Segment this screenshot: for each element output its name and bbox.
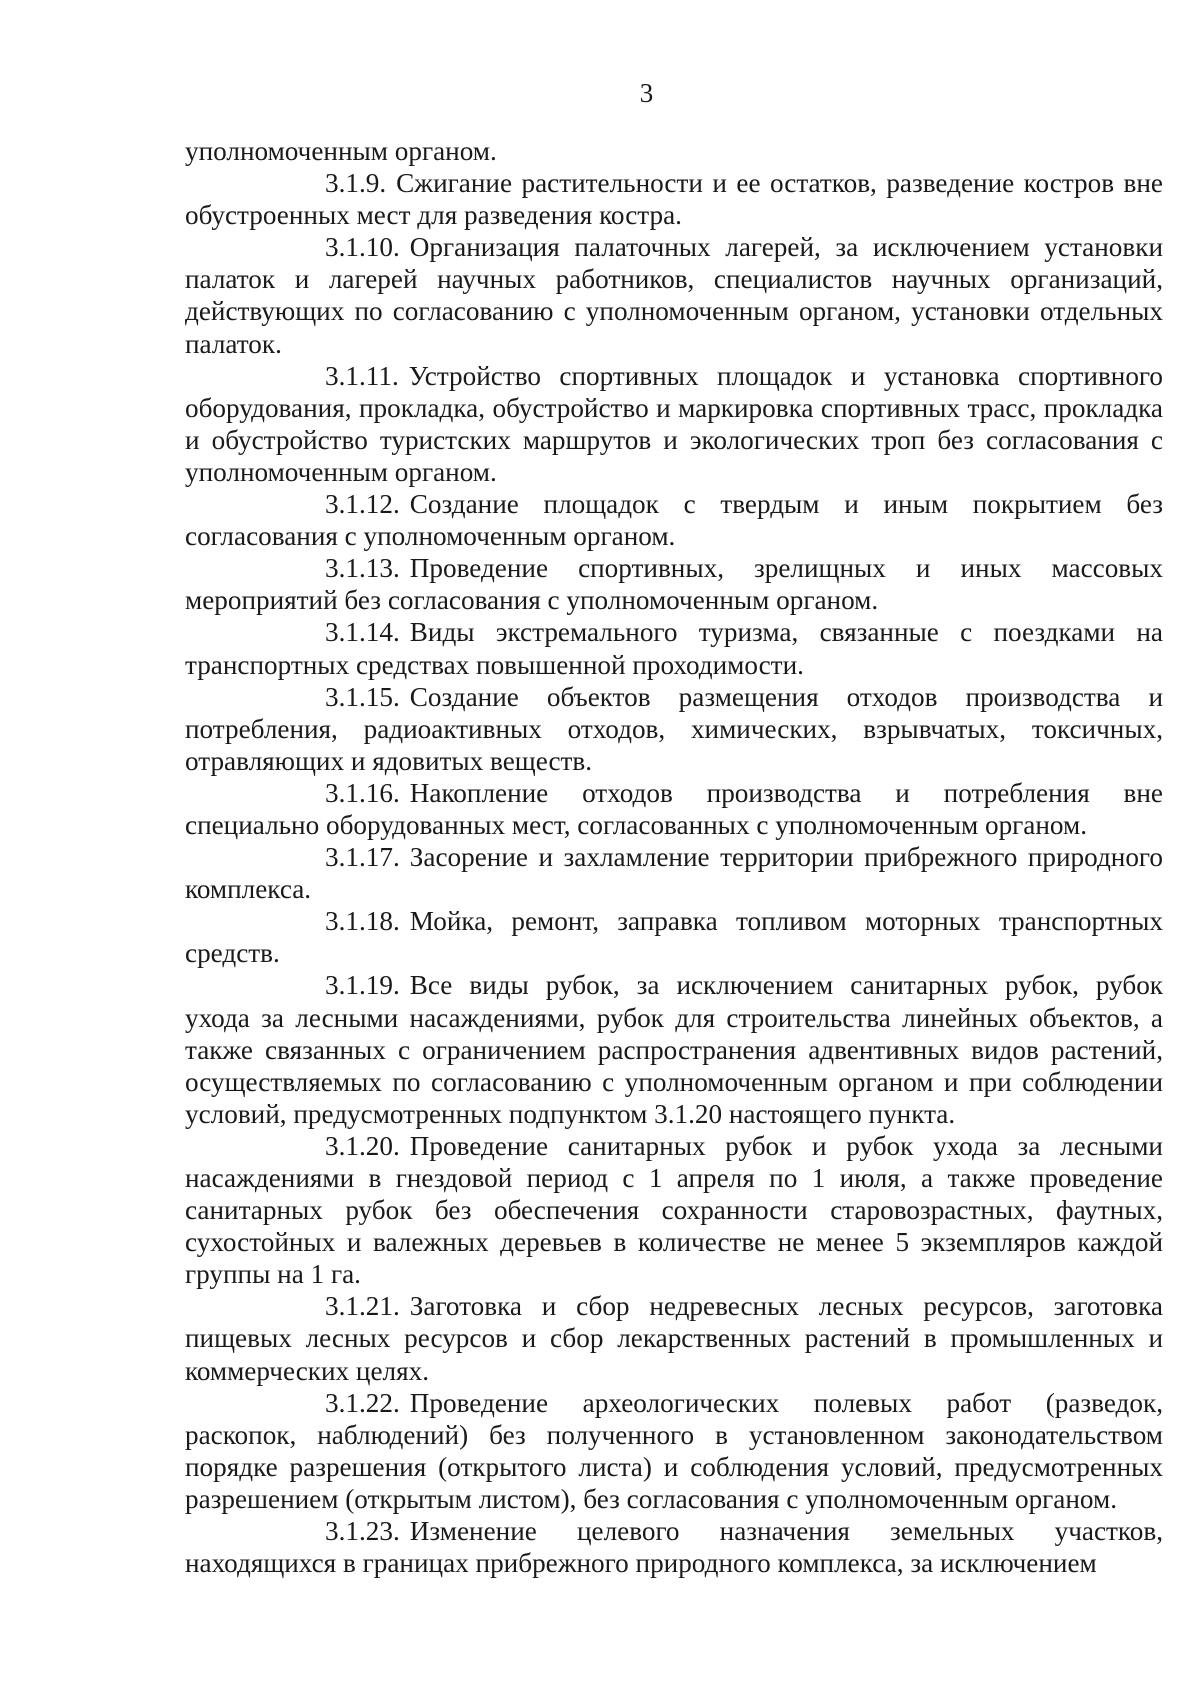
list-item <box>185 1130 1163 1290</box>
item-number: 3.1.23. <box>325 1516 400 1547</box>
item-number: 3.1.13. <box>325 553 400 584</box>
list-item <box>185 488 1163 552</box>
continuation-text: уполномоченным органом. <box>185 136 497 166</box>
list-item <box>185 841 1163 905</box>
item-number: 3.1.21. <box>325 1291 400 1322</box>
list-item <box>185 360 1163 488</box>
list-item <box>185 1290 1163 1386</box>
item-text: Виды экстремального туризма, связанные с поездками на транспортных средствах повышенной проходимости. <box>185 617 1163 680</box>
item-text: Проведение спортивных, зрелищных и иных массовых мероприятий без согласования с уполномоченным органом. <box>185 553 1163 616</box>
item-text: Сжигание растительности и ее остатков, разведение костров вне обустроенных мест для разведения костра. <box>185 168 1163 231</box>
list-item <box>185 969 1163 1129</box>
item-text: Организация палаточных лагерей, за исключением установки палаток и лагерей научных работников, специалистов научных организаций, действующих по согласованию с уполномоченным органом, установки отдельных палаток. <box>185 232 1163 359</box>
list-item <box>185 552 1163 616</box>
item-number: 3.1.16. <box>325 777 400 808</box>
item-number: 3.1.11. <box>325 360 399 391</box>
items-list <box>185 167 1163 1579</box>
item-text: Все виды рубок, за исключением санитарных рубок, рубок ухода за лесными насаждениями, рубок для строительства линейных объектов, а также связанных с ограничением распространения адвентивных видов растений, осуществляемых по согласованию с уполномоченным органом и при соблюдении условий, предусмотренных подпунктом 3.1.20 настоящего пункта. <box>185 970 1163 1129</box>
list-item <box>185 1515 1163 1579</box>
item-number: 3.1.9. <box>325 168 387 199</box>
list-item <box>185 905 1163 969</box>
list-item <box>185 616 1163 680</box>
item-number: 3.1.17. <box>325 842 400 873</box>
list-item <box>185 777 1163 841</box>
item-number: 3.1.14. <box>325 617 400 648</box>
item-number: 3.1.20. <box>325 1130 400 1161</box>
list-item <box>185 167 1163 231</box>
item-text: Изменение целевого назначения земельных участков, находящихся в границах прибрежного природного комплекса, за исключением <box>185 1516 1163 1579</box>
item-text: Проведение археологических полевых работ (разведок, раскопок, наблюдений) без полученного в установленном законодательством порядке разрешения (открытого листа) и соблюдения условий, предусмотренных разрешением (открытым листом), без согласования с уполномоченным органом. <box>185 1387 1163 1514</box>
list-item <box>185 231 1163 359</box>
item-number: 3.1.12. <box>325 489 400 520</box>
item-number: 3.1.19. <box>325 970 400 1001</box>
item-text: Заготовка и сбор недревесных лесных ресурсов, заготовка пищевых лесных ресурсов и сбор лекарственных растений в промышленных и коммерческих целях. <box>185 1291 1163 1386</box>
page-number: 3 <box>639 78 654 108</box>
item-number: 3.1.15. <box>325 681 400 712</box>
item-number: 3.1.18. <box>325 906 400 937</box>
item-text: Засорение и захламление территории прибрежного природного комплекса. <box>185 842 1163 905</box>
item-text: Накопление отходов производства и потребления вне специально оборудованных мест, согласованных с уполномоченным органом. <box>185 777 1163 840</box>
document-body <box>185 135 1163 1579</box>
item-text: Проведение санитарных рубок и рубок ухода за лесными насаждениями в гнездовой период с 1 апреля по 1 июля, а также проведение санитарных рубок без обеспечения сохранности старовозрастных, фаутных, сухостойных и валежных деревьев в количестве не менее 5 экземпляров каждой группы на 1 га. <box>185 1130 1163 1290</box>
item-number: 3.1.10. <box>325 232 400 263</box>
list-item <box>185 681 1163 777</box>
list-item <box>185 1387 1163 1515</box>
item-text: Устройство спортивных площадок и установка спортивного оборудования, прокладка, обустройство и маркировка спортивных трасс, прокладка и обустройство туристских маршрутов и экологических троп без согласования с уполномоченным органом. <box>185 360 1163 487</box>
item-text: Создание площадок с твердым и иным покрытием без согласования с уполномоченным органом. <box>185 489 1163 552</box>
item-text: Мойка, ремонт, заправка топливом моторных транспортных средств. <box>185 906 1163 969</box>
item-number: 3.1.22. <box>325 1387 400 1418</box>
item-text: Создание объектов размещения отходов производства и потребления, радиоактивных отходов, химических, взрывчатых, токсичных, отравляющих и ядовитых веществ. <box>185 681 1163 776</box>
